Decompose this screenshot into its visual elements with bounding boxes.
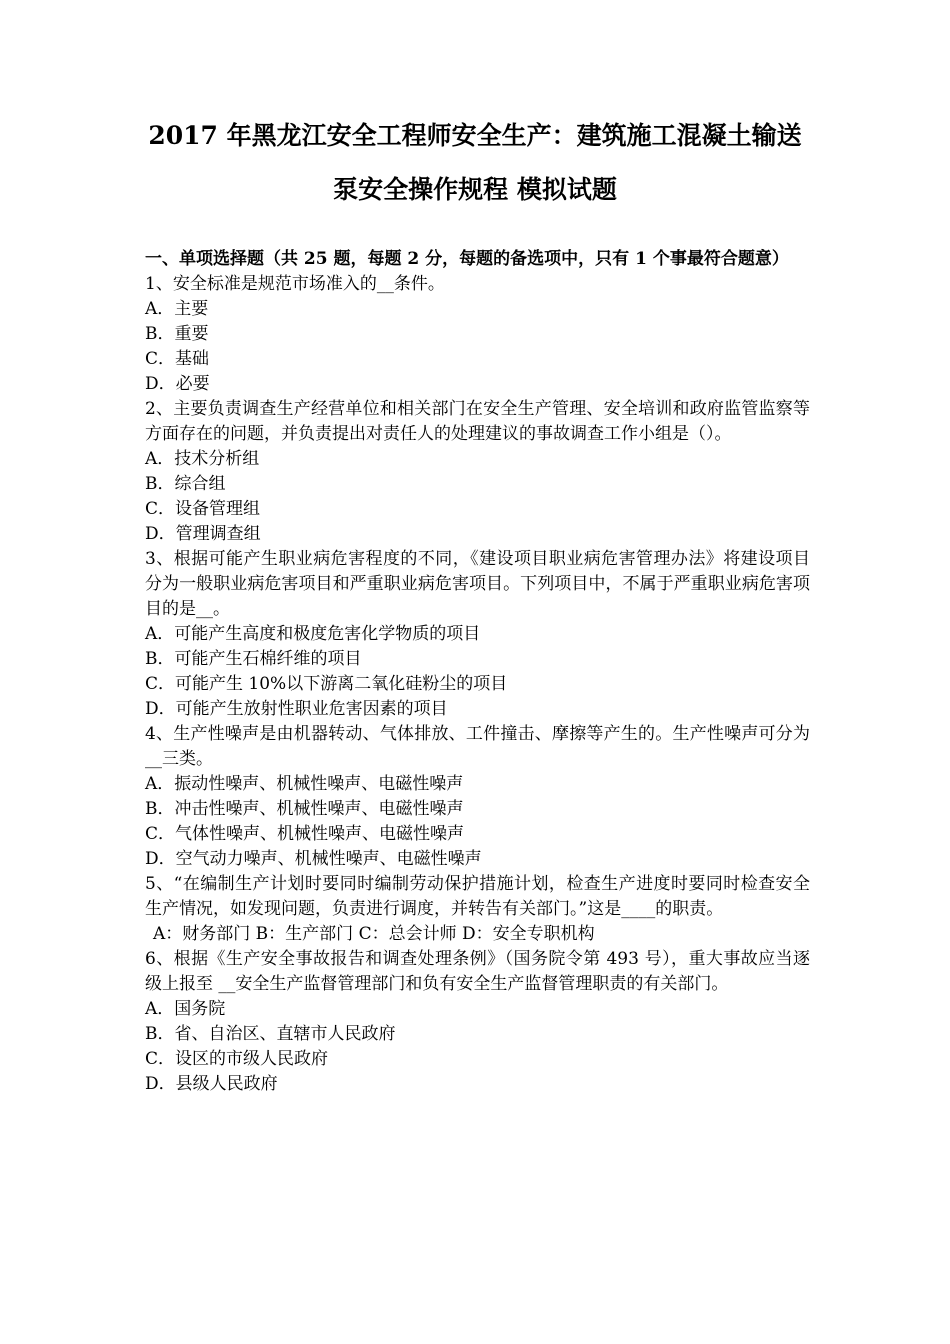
- question-2-stem: 2、主要负责调查生产经营单位和相关部门在安全生产管理、安全培训和政府监管监察等方面存在的问题，并负责提出对责任人的处理建议的事故调查工作小组是（）。: [145, 399, 810, 444]
- question-1-option-c: C．基础: [145, 349, 210, 369]
- question-2-option-c: C．设备管理组: [145, 499, 261, 519]
- question-3-option-d: D．可能产生放射性职业危害因素的项目: [145, 699, 448, 719]
- question-4-option-d: D．空气动力噪声、机械性噪声、电磁性噪声: [145, 849, 482, 869]
- document-body: [145, 247, 810, 1097]
- question-5-options: A：财务部门 B：生产部门 C：总会计师 D：安全专职机构: [153, 924, 595, 944]
- question-4-option-b: B．冲击性噪声、机械性噪声、电磁性噪声: [145, 799, 464, 819]
- question-1-stem: 1、安全标准是规范市场准入的__条件。: [145, 274, 445, 294]
- question-2-option-b: B．综合组: [145, 474, 226, 494]
- question-3-option-c: C．可能产生 10%以下游离二氧化硅粉尘的项目: [145, 674, 508, 694]
- document-title-line-1: 2017 年黑龙江安全工程师安全生产：建筑施工混凝土输送: [148, 121, 802, 150]
- question-6-option-b: B．省、自治区、直辖市人民政府: [145, 1024, 396, 1044]
- document-title-line-2: 泵安全操作规程 模拟试题: [333, 175, 617, 204]
- question-1-option-b: B．重要: [145, 324, 209, 344]
- question-2-option-a: A．技术分析组: [145, 449, 260, 469]
- question-3-option-a: A．可能产生高度和极度危害化学物质的项目: [145, 624, 481, 644]
- section-heading: 一、单项选择题（共 25 题，每题 2 分，每题的备选项中，只有 1 个事最符合题意）: [145, 249, 789, 269]
- question-6-option-d: D．县级人民政府: [145, 1074, 278, 1094]
- question-6-option-a: A．国务院: [145, 999, 226, 1019]
- question-2-option-d: D．管理调查组: [145, 524, 261, 544]
- question-6-option-c: C．设区的市级人民政府: [145, 1049, 329, 1069]
- question-4-option-c: C．气体性噪声、机械性噪声、电磁性噪声: [145, 824, 465, 844]
- question-3-option-b: B．可能产生石棉纤维的项目: [145, 649, 362, 669]
- question-4-option-a: A．振动性噪声、机械性噪声、电磁性噪声: [145, 774, 464, 794]
- question-6-stem: 6、根据《生产安全事故报告和调查处理条例》（国务院令第 493 号），重大事故应当逐级上报至 __安全生产监督管理部门和负有安全生产监督管理职责的有关部门。: [145, 949, 810, 994]
- question-3-stem: 3、根据可能产生职业病危害程度的不同，《建设项目职业病危害管理办法》将建设项目分为一般职业病危害项目和严重职业病危害项目。下列项目中，不属于严重职业病危害项目的是__。: [145, 549, 810, 619]
- question-4-stem: 4、生产性噪声是由机器转动、气体排放、工件撞击、摩擦等产生的。生产性噪声可分为__三类。: [145, 724, 810, 769]
- question-1-option-d: D．必要: [145, 374, 210, 394]
- question-1-option-a: A．主要: [145, 299, 209, 319]
- question-5-stem: 5、“在编制生产计划时要同时编制劳动保护措施计划，检查生产进度时要同时检查安全 生产情况，如发现问题，负责进行调度，并转告有关部门。”这是____的职责。: [145, 874, 810, 919]
